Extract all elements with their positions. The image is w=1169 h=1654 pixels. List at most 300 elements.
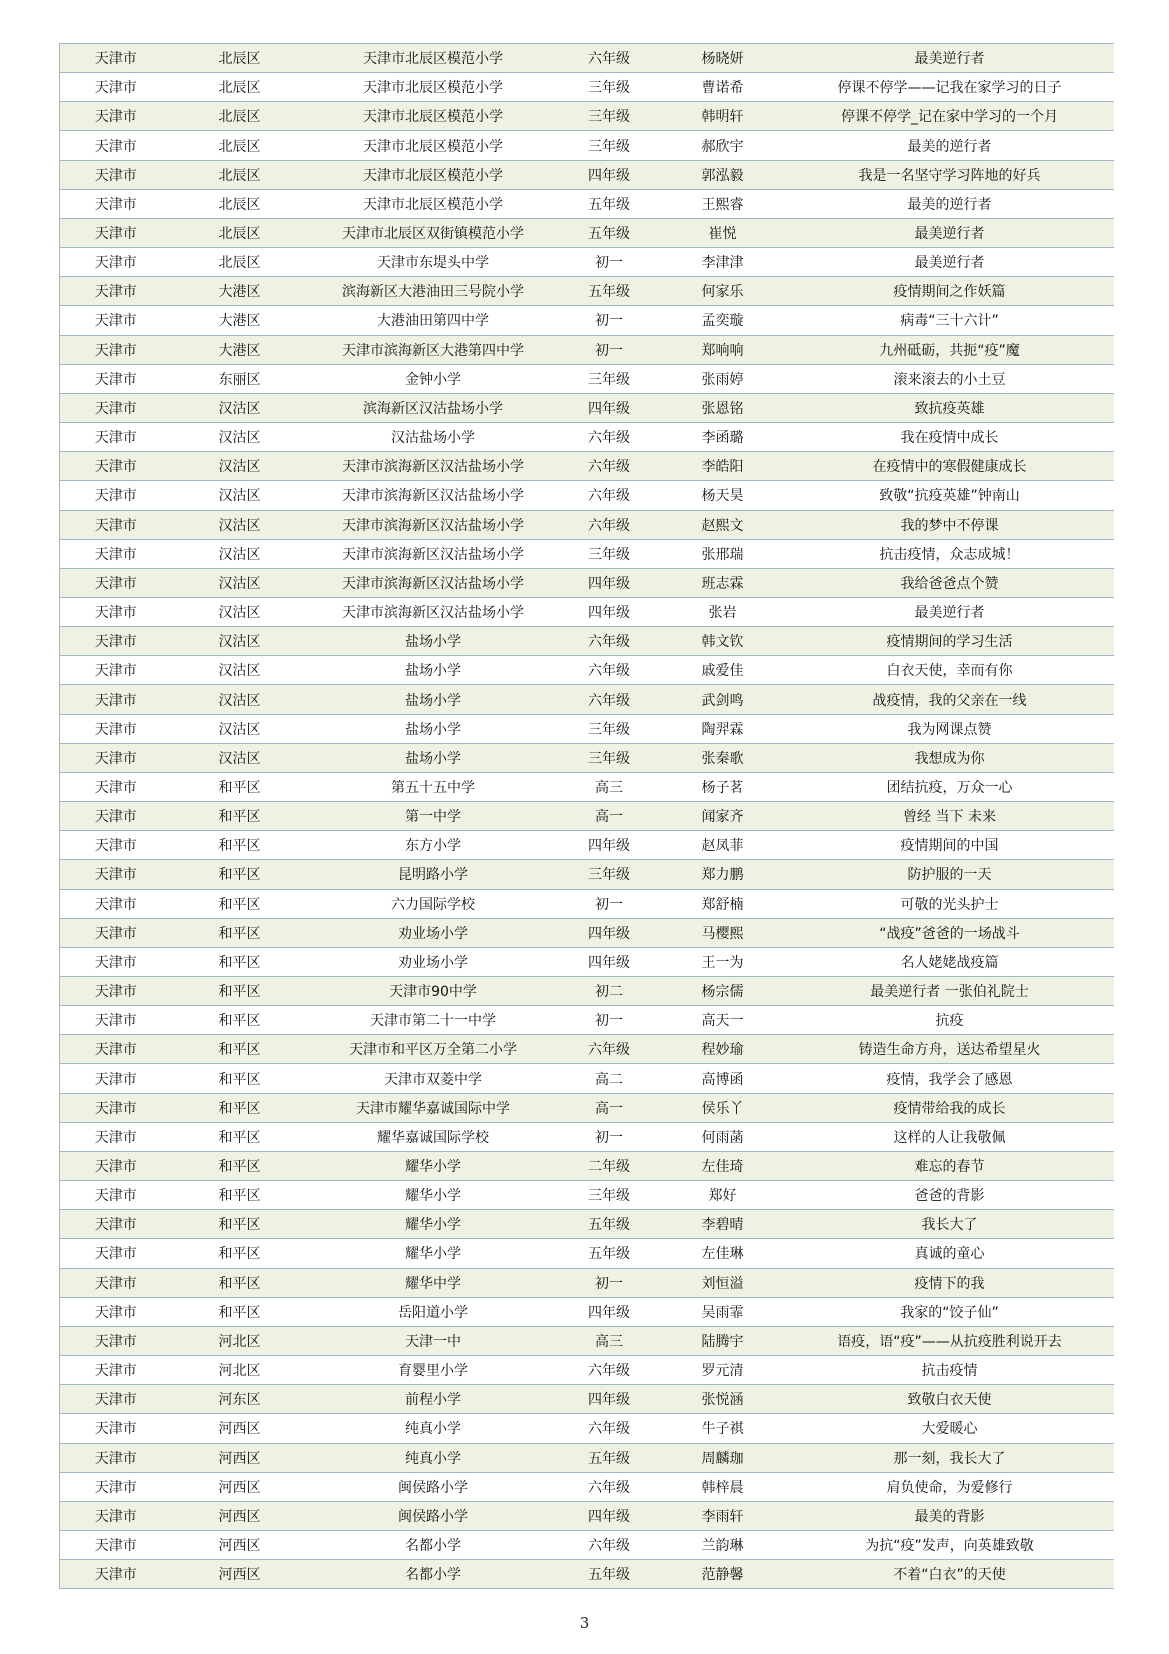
table-row [60,393,1114,422]
cell-district: 北辰区 [172,131,308,160]
cell-title: 疫情期间的中国 [786,831,1114,860]
cell-city: 天津市 [60,627,172,656]
cell-grade: 四年级 [559,918,660,947]
cell-grade: 初一 [559,889,660,918]
cell-title: 战疫情，我的父亲在一线 [786,685,1114,714]
cell-grade: 初一 [559,1268,660,1297]
cell-title: 可敬的光头护士 [786,889,1114,918]
cell-name: 李皓阳 [660,452,786,481]
cell-school: 耀华小学 [308,1181,559,1210]
cell-name: 刘恒溢 [660,1268,786,1297]
cell-district: 河北区 [172,1356,308,1385]
cell-school: 天津市双菱中学 [308,1064,559,1093]
cell-title: 疫情带给我的成长 [786,1093,1114,1122]
table-row [60,685,1114,714]
cell-title: 最美逆行者 [786,597,1114,626]
cell-school: 天津市北辰区模范小学 [308,102,559,131]
table-row [60,1385,1114,1414]
cell-name: 杨天昊 [660,481,786,510]
cell-school: 耀华嘉诚国际学校 [308,1122,559,1151]
cell-grade: 三年级 [559,743,660,772]
cell-city: 天津市 [60,977,172,1006]
cell-name: 牛子祺 [660,1414,786,1443]
table-row [60,1181,1114,1210]
cell-school: 盐场小学 [308,685,559,714]
cell-district: 和平区 [172,802,308,831]
cell-name: 左佳琳 [660,1239,786,1268]
cell-district: 和平区 [172,1035,308,1064]
cell-name: 张悦涵 [660,1385,786,1414]
cell-grade: 六年级 [559,423,660,452]
cell-district: 和平区 [172,918,308,947]
cell-city: 天津市 [60,248,172,277]
cell-title: 九州砥砺，共扼“疫”魔 [786,335,1114,364]
cell-district: 汉沽区 [172,510,308,539]
cell-school: 天津市滨海新区汉沽盐场小学 [308,510,559,539]
cell-city: 天津市 [60,44,172,73]
cell-title: 我是一名坚守学习阵地的好兵 [786,160,1114,189]
cell-grade: 三年级 [559,102,660,131]
cell-title: 疫情期间的学习生活 [786,627,1114,656]
cell-name: 李津津 [660,248,786,277]
cell-title: 抗击疫情 [786,1356,1114,1385]
cell-city: 天津市 [60,772,172,801]
cell-name: 郑力鹏 [660,860,786,889]
table-row [60,189,1114,218]
cell-title: 疫情下的我 [786,1268,1114,1297]
cell-district: 和平区 [172,889,308,918]
cell-school: 天津市滨海新区汉沽盐场小学 [308,452,559,481]
cell-district: 和平区 [172,1181,308,1210]
cell-title: 抗疫 [786,1006,1114,1035]
table-row [60,1443,1114,1472]
cell-district: 河西区 [172,1414,308,1443]
cell-title: 最美的逆行者 [786,189,1114,218]
cell-city: 天津市 [60,918,172,947]
cell-city: 天津市 [60,1443,172,1472]
cell-district: 汉沽区 [172,714,308,743]
cell-name: 孟奕璇 [660,306,786,335]
cell-city: 天津市 [60,597,172,626]
cell-name: 武剑鸣 [660,685,786,714]
cell-name: 张恩铭 [660,393,786,422]
cell-city: 天津市 [60,131,172,160]
cell-name: 张邢瑞 [660,539,786,568]
cell-grade: 二年级 [559,1151,660,1180]
cell-name: 赵凤菲 [660,831,786,860]
cell-school: 天津市东堤头中学 [308,248,559,277]
cell-title: 肩负使命，为爱修行 [786,1472,1114,1501]
cell-name: 李碧晴 [660,1210,786,1239]
cell-city: 天津市 [60,1501,172,1530]
cell-school: 劝业场小学 [308,947,559,976]
cell-school: 天津市耀华嘉诚国际中学 [308,1093,559,1122]
table-row [60,335,1114,364]
cell-grade: 三年级 [559,714,660,743]
cell-school: 金钟小学 [308,364,559,393]
cell-district: 北辰区 [172,248,308,277]
cell-school: 劝业场小学 [308,918,559,947]
cell-city: 天津市 [60,1122,172,1151]
cell-school: 天津市滨海新区大港第四中学 [308,335,559,364]
cell-city: 天津市 [60,393,172,422]
cell-title: 最美逆行者 [786,218,1114,247]
table-row [60,597,1114,626]
table-row [60,423,1114,452]
cell-name: 韩明轩 [660,102,786,131]
table-row [60,889,1114,918]
cell-grade: 初一 [559,306,660,335]
cell-name: 陆腾宇 [660,1326,786,1355]
table-row [60,1501,1114,1530]
cell-name: 杨晓妍 [660,44,786,73]
cell-title: 我想成为你 [786,743,1114,772]
cell-school: 纯真小学 [308,1443,559,1472]
cell-title: 我家的“饺子仙” [786,1297,1114,1326]
cell-school: 第五十五中学 [308,772,559,801]
cell-city: 天津市 [60,364,172,393]
table-row [60,1210,1114,1239]
cell-name: 李函璐 [660,423,786,452]
cell-district: 河北区 [172,1326,308,1355]
cell-school: 耀华小学 [308,1210,559,1239]
cell-grade: 四年级 [559,597,660,626]
cell-district: 汉沽区 [172,568,308,597]
cell-school: 天津市90中学 [308,977,559,1006]
cell-district: 北辰区 [172,218,308,247]
cell-school: 天津市滨海新区汉沽盐场小学 [308,568,559,597]
cell-title: 抗击疫情，众志成城！ [786,539,1114,568]
cell-school: 耀华小学 [308,1239,559,1268]
cell-district: 北辰区 [172,102,308,131]
cell-district: 和平区 [172,1093,308,1122]
cell-grade: 三年级 [559,364,660,393]
cell-city: 天津市 [60,277,172,306]
cell-district: 河西区 [172,1472,308,1501]
cell-district: 和平区 [172,1006,308,1035]
cell-name: 王熙睿 [660,189,786,218]
table-row [60,627,1114,656]
cell-city: 天津市 [60,160,172,189]
cell-title: 我给爸爸点个赞 [786,568,1114,597]
table-row [60,802,1114,831]
cell-school: 滨海新区大港油田三号院小学 [308,277,559,306]
cell-name: 杨宗儒 [660,977,786,1006]
cell-grade: 六年级 [559,656,660,685]
cell-city: 天津市 [60,1297,172,1326]
cell-name: 周麟珈 [660,1443,786,1472]
table-row [60,1560,1114,1589]
table-row [60,218,1114,247]
cell-grade: 高二 [559,1064,660,1093]
cell-name: 闻家齐 [660,802,786,831]
cell-name: 韩文钦 [660,627,786,656]
cell-grade: 五年级 [559,218,660,247]
cell-grade: 五年级 [559,1443,660,1472]
cell-title: 停课不停学——记我在家学习的日子 [786,73,1114,102]
cell-name: 程妙瑜 [660,1035,786,1064]
page-number: 3 [579,1614,590,1632]
cell-district: 和平区 [172,1239,308,1268]
cell-grade: 五年级 [559,189,660,218]
table-row [60,831,1114,860]
cell-district: 河西区 [172,1501,308,1530]
cell-school: 天津市北辰区模范小学 [308,73,559,102]
cell-name: 张秦歌 [660,743,786,772]
table-row [60,714,1114,743]
cell-school: 闽侯路小学 [308,1472,559,1501]
table-row [60,44,1114,73]
cell-name: 吴雨霏 [660,1297,786,1326]
cell-city: 天津市 [60,189,172,218]
cell-name: 曹诺希 [660,73,786,102]
roster-table-body [60,44,1114,1589]
cell-grade: 四年级 [559,568,660,597]
cell-title: 最美的逆行者 [786,131,1114,160]
cell-title: 曾经 当下 未来 [786,802,1114,831]
cell-name: 张岩 [660,597,786,626]
cell-school: 纯真小学 [308,1414,559,1443]
cell-district: 北辰区 [172,160,308,189]
cell-city: 天津市 [60,743,172,772]
cell-title: 我长大了 [786,1210,1114,1239]
table-row [60,248,1114,277]
cell-school: 天津市滨海新区汉沽盐场小学 [308,539,559,568]
cell-city: 天津市 [60,1064,172,1093]
table-row [60,918,1114,947]
cell-district: 和平区 [172,1297,308,1326]
cell-district: 和平区 [172,772,308,801]
table-row [60,481,1114,510]
cell-city: 天津市 [60,1472,172,1501]
cell-district: 和平区 [172,831,308,860]
cell-district: 河东区 [172,1385,308,1414]
cell-title: 团结抗疫，万众一心 [786,772,1114,801]
table-row [60,1239,1114,1268]
cell-grade: 初一 [559,248,660,277]
cell-school: 东方小学 [308,831,559,860]
table-row [60,1530,1114,1559]
cell-school: 天津市北辰区模范小学 [308,131,559,160]
cell-title: 名人姥姥战疫篇 [786,947,1114,976]
cell-grade: 六年级 [559,1356,660,1385]
cell-grade: 四年级 [559,947,660,976]
cell-school: 天津市滨海新区汉沽盐场小学 [308,597,559,626]
cell-grade: 四年级 [559,1501,660,1530]
cell-school: 名都小学 [308,1560,559,1589]
cell-district: 汉沽区 [172,743,308,772]
cell-name: 崔悦 [660,218,786,247]
cell-city: 天津市 [60,860,172,889]
cell-title: 我的梦中不停课 [786,510,1114,539]
cell-school: 育婴里小学 [308,1356,559,1385]
cell-name: 何雨菡 [660,1122,786,1151]
roster-table-container [59,43,1113,1589]
cell-city: 天津市 [60,802,172,831]
cell-grade: 三年级 [559,131,660,160]
table-row [60,1268,1114,1297]
cell-school: 盐场小学 [308,714,559,743]
cell-district: 汉沽区 [172,393,308,422]
cell-school: 耀华中学 [308,1268,559,1297]
cell-grade: 六年级 [559,510,660,539]
cell-grade: 四年级 [559,1385,660,1414]
cell-city: 天津市 [60,73,172,102]
cell-district: 和平区 [172,1064,308,1093]
cell-city: 天津市 [60,1356,172,1385]
cell-district: 和平区 [172,947,308,976]
cell-district: 和平区 [172,977,308,1006]
cell-title: 最美逆行者 一张伯礼院士 [786,977,1114,1006]
cell-title: 爸爸的背影 [786,1181,1114,1210]
cell-district: 汉沽区 [172,685,308,714]
cell-city: 天津市 [60,1530,172,1559]
cell-district: 和平区 [172,1210,308,1239]
table-row [60,1151,1114,1180]
table-row [60,860,1114,889]
cell-district: 河西区 [172,1443,308,1472]
cell-title: “战疫”爸爸的一场战斗 [786,918,1114,947]
cell-title: 不着“白衣”的天使 [786,1560,1114,1589]
cell-title: 致敬白衣天使 [786,1385,1114,1414]
cell-city: 天津市 [60,510,172,539]
cell-title: 我为网课点赞 [786,714,1114,743]
cell-name: 张雨婷 [660,364,786,393]
cell-school: 天津市北辰区模范小学 [308,44,559,73]
cell-city: 天津市 [60,656,172,685]
cell-name: 戚爱佳 [660,656,786,685]
cell-name: 陶羿霖 [660,714,786,743]
cell-district: 汉沽区 [172,423,308,452]
cell-city: 天津市 [60,1239,172,1268]
cell-school: 天津市北辰区模范小学 [308,160,559,189]
cell-title: 最美逆行者 [786,248,1114,277]
cell-name: 班志霖 [660,568,786,597]
cell-school: 大港油田第四中学 [308,306,559,335]
table-row [60,1472,1114,1501]
cell-title: 病毒“三十六计” [786,306,1114,335]
cell-title: 那一刻，我长大了 [786,1443,1114,1472]
cell-school: 岳阳道小学 [308,1297,559,1326]
cell-district: 汉沽区 [172,597,308,626]
cell-name: 郭泓毅 [660,160,786,189]
table-row [60,1093,1114,1122]
cell-school: 汉沽盐场小学 [308,423,559,452]
cell-grade: 五年级 [559,1239,660,1268]
cell-city: 天津市 [60,1560,172,1589]
cell-city: 天津市 [60,218,172,247]
cell-school: 天津市北辰区模范小学 [308,189,559,218]
cell-school: 前程小学 [308,1385,559,1414]
cell-name: 赵熙文 [660,510,786,539]
cell-district: 汉沽区 [172,481,308,510]
cell-grade: 高三 [559,1326,660,1355]
cell-name: 郑响响 [660,335,786,364]
cell-name: 侯乐丫 [660,1093,786,1122]
cell-city: 天津市 [60,481,172,510]
cell-district: 大港区 [172,277,308,306]
cell-district: 河西区 [172,1530,308,1559]
cell-city: 天津市 [60,1268,172,1297]
table-row [60,1297,1114,1326]
roster-table [59,43,1114,1589]
table-row [60,131,1114,160]
table-row [60,73,1114,102]
cell-title: 难忘的春节 [786,1151,1114,1180]
cell-school: 天津市北辰区双街镇模范小学 [308,218,559,247]
cell-grade: 四年级 [559,160,660,189]
cell-title: 在疫情中的寒假健康成长 [786,452,1114,481]
cell-grade: 三年级 [559,73,660,102]
table-row [60,1356,1114,1385]
cell-grade: 四年级 [559,831,660,860]
cell-city: 天津市 [60,947,172,976]
cell-city: 天津市 [60,1326,172,1355]
cell-district: 北辰区 [172,189,308,218]
cell-title: 疫情期间之作妖篇 [786,277,1114,306]
cell-grade: 初一 [559,1006,660,1035]
table-row [60,772,1114,801]
cell-title: 大爱暖心 [786,1414,1114,1443]
cell-city: 天津市 [60,1385,172,1414]
cell-grade: 高一 [559,802,660,831]
table-row [60,1122,1114,1151]
cell-school: 第一中学 [308,802,559,831]
cell-grade: 六年级 [559,1530,660,1559]
cell-title: 白衣天使，幸而有你 [786,656,1114,685]
cell-title: 我在疫情中成长 [786,423,1114,452]
cell-school: 盐场小学 [308,743,559,772]
cell-district: 河西区 [172,1560,308,1589]
cell-city: 天津市 [60,306,172,335]
cell-city: 天津市 [60,1151,172,1180]
cell-city: 天津市 [60,568,172,597]
cell-title: 疫情，我学会了感恩 [786,1064,1114,1093]
cell-school: 天津市第二十一中学 [308,1006,559,1035]
cell-grade: 六年级 [559,481,660,510]
table-row [60,656,1114,685]
cell-grade: 四年级 [559,1297,660,1326]
cell-grade: 三年级 [559,1181,660,1210]
cell-school: 滨海新区汉沽盐场小学 [308,393,559,422]
cell-grade: 六年级 [559,1414,660,1443]
cell-name: 杨子茗 [660,772,786,801]
cell-district: 汉沽区 [172,539,308,568]
cell-name: 高天一 [660,1006,786,1035]
cell-city: 天津市 [60,539,172,568]
table-row [60,743,1114,772]
cell-name: 郑舒楠 [660,889,786,918]
cell-city: 天津市 [60,1035,172,1064]
cell-school: 耀华小学 [308,1151,559,1180]
cell-grade: 初一 [559,1122,660,1151]
cell-school: 六力国际学校 [308,889,559,918]
cell-name: 李雨轩 [660,1501,786,1530]
table-row [60,539,1114,568]
table-row [60,102,1114,131]
cell-city: 天津市 [60,714,172,743]
table-row [60,1035,1114,1064]
cell-grade: 五年级 [559,277,660,306]
cell-name: 范静馨 [660,1560,786,1589]
cell-title: 最美逆行者 [786,44,1114,73]
cell-city: 天津市 [60,335,172,364]
cell-city: 天津市 [60,1093,172,1122]
cell-grade: 初二 [559,977,660,1006]
cell-district: 东丽区 [172,364,308,393]
cell-school: 天津市滨海新区汉沽盐场小学 [308,481,559,510]
cell-grade: 五年级 [559,1210,660,1239]
